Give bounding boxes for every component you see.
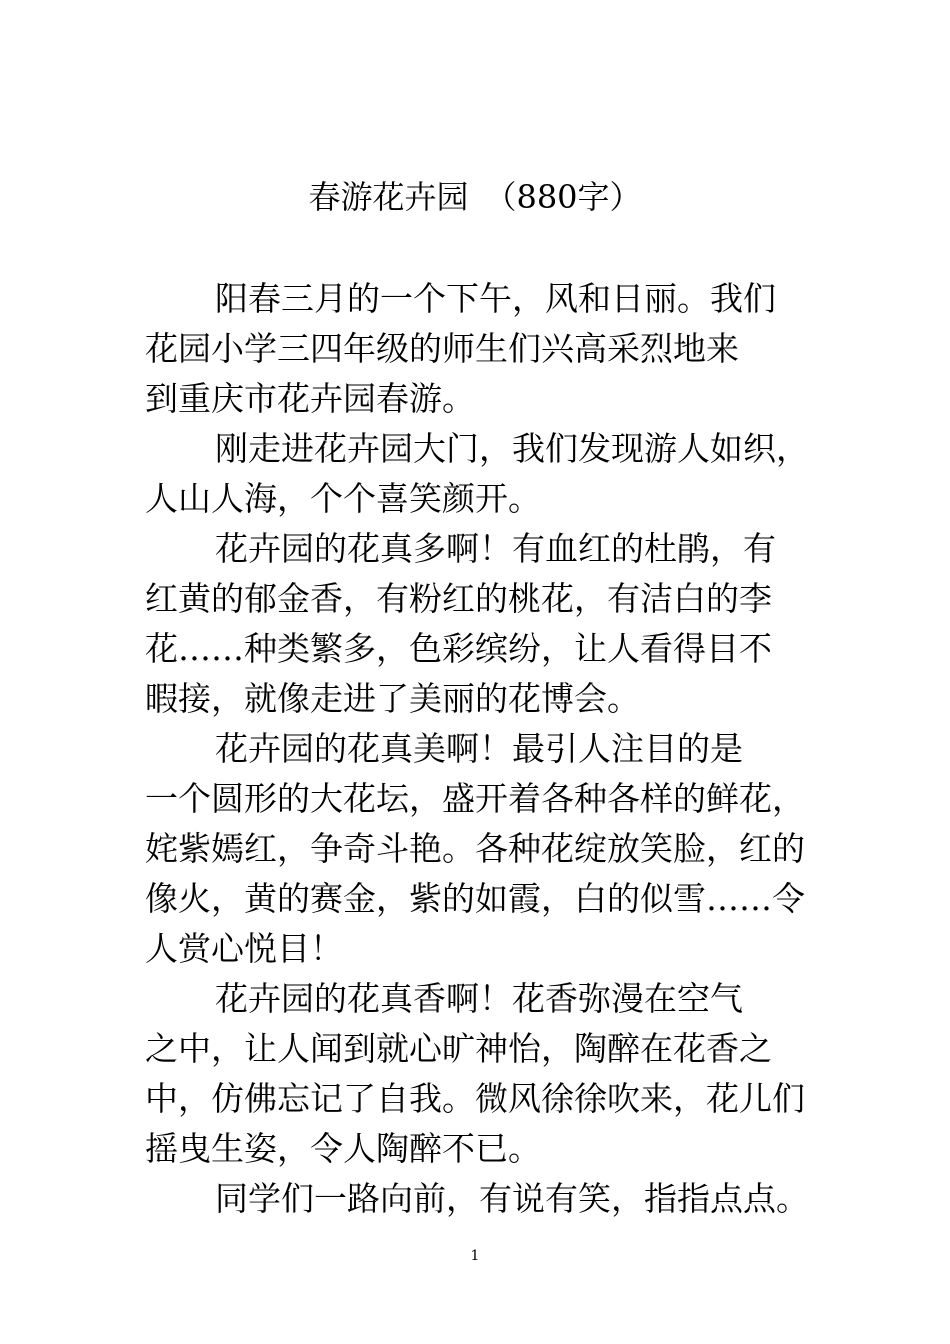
text-line: 花卉园的花真美啊！最引人注目的是 <box>215 729 743 768</box>
text-line: 人山人海，个个喜笑颜开。 <box>145 479 541 518</box>
text-line: 姹紫嫣红，争奇斗艳。各种花绽放笑脸，红的 <box>145 829 805 868</box>
text-line: 暇接，就像走进了美丽的花博会。 <box>145 679 640 718</box>
document-body <box>145 274 835 1224</box>
text-line: 阳春三月的一个下午，风和日丽。我们 <box>215 279 776 318</box>
text-line: 到重庆市花卉园春游。 <box>145 379 475 418</box>
text-line: 同学们一路向前，有说有笑，指指点点。 <box>215 1179 809 1218</box>
text-line: 花卉园的花真多啊！有血红的杜鹃，有 <box>215 529 776 568</box>
document-title: 春游花卉园 （880字） <box>308 178 642 216</box>
text-line: 像火，黄的赛金，紫的如霞，白的似雪……令 <box>145 879 805 918</box>
text-line: 人赏心悦目！ <box>145 929 343 968</box>
text-line: 花……种类繁多，色彩缤纷，让人看得目不 <box>145 629 772 668</box>
text-line: 红黄的郁金香，有粉红的桃花，有洁白的李 <box>145 579 772 618</box>
text-line: 之中，让人闻到就心旷神怡，陶醉在花香之 <box>145 1029 772 1068</box>
text-line: 摇曳生姿，令人陶醉不已。 <box>145 1129 541 1168</box>
page-number: 1 <box>470 1248 480 1264</box>
text-line: 一个圆形的大花坛，盛开着各种各样的鲜花， <box>145 779 805 818</box>
text-line: 花园小学三四年级的师生们兴高采烈地来 <box>145 329 739 368</box>
text-line: 中，仿佛忘记了自我。微风徐徐吹来，花儿们 <box>145 1079 805 1118</box>
text-line: 刚走进花卉园大门，我们发现游人如织， <box>215 429 809 468</box>
text-line: 花卉园的花真香啊！花香弥漫在空气 <box>215 979 743 1018</box>
